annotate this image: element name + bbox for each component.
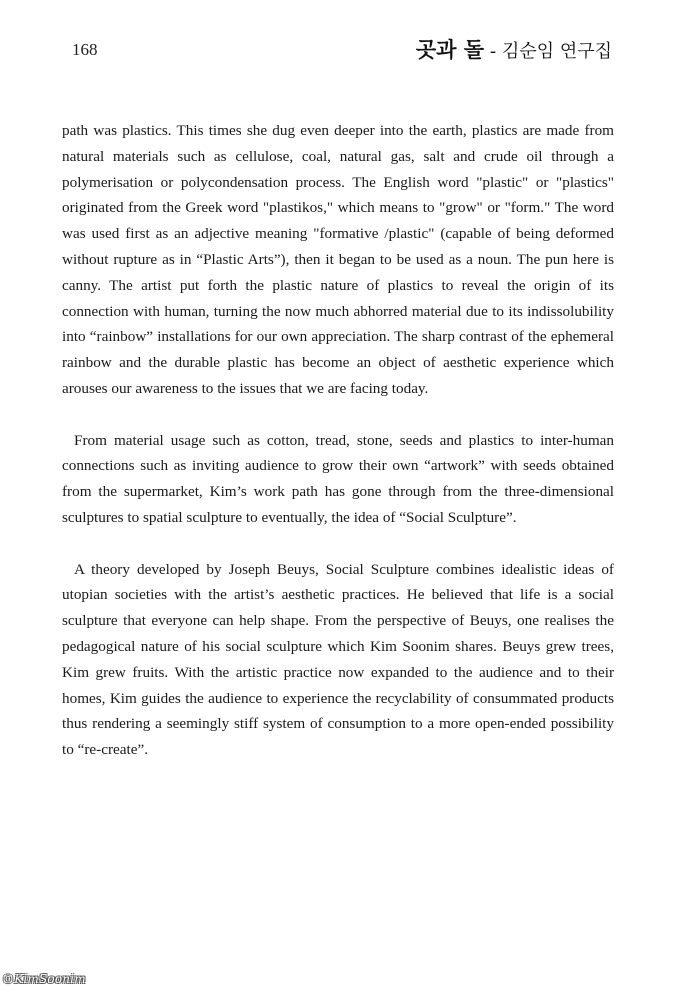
book-title-sub: - 김순임 연구집 (484, 41, 612, 62)
page-number: 168 (72, 40, 98, 59)
copyright-watermark: ©KimSoonim (2, 972, 86, 986)
page-header (0, 30, 694, 70)
book-title (416, 34, 612, 64)
paragraph-plastics: path was plastics. This times she dug even deeper into the earth, plastics are made from natural materials such as cellulose, coal, natural gas, salt and crude oil through a polymerisation or polycondensation process. The English word "plastic" or "plastics" originated from the Greek word "plastikos," which means to "grow" or "form." The word was used first as an adjective meaning "formative /plastic" (capable of being deformed without rupture as in “Plastic Arts”), then it began to be used as a noun. The pun here is canny. The artist put forth the plastic nature of plastics to reveal the origin of its connection with human, turning the now much abhorred material due to its indissolubility into “rainbow” installations for our own appreciation. The sharp contrast of the ephemeral rainbow and the durable plastic has become an object of aesthetic experience which arouses our awareness to the issues that we are facing today. (62, 122, 614, 397)
body-text (62, 118, 614, 789)
paragraph-material-usage: From material usage such as cotton, tread, stone, seeds and plastics to inter-human connections such as inviting audience to grow their own “artwork” with seeds obtained from the supermarket, Kim’s work path has gone through from the three-dimensional sculptures to spatial sculpture to eventually, the idea of “Social Sculpture”. (62, 431, 614, 526)
paragraph-social-sculpture: A theory developed by Joseph Beuys, Social Sculpture combines idealistic ideas of utopian societies with the artist’s aesthetic practices. He believed that life is a social sculpture that everyone can help shape. From the perspective of Beuys, one realises the pedagogical nature of his social sculpture which Kim Soonim shares. Beuys grew trees, Kim grew fruits. With the artistic practice now expanded to the audience and to their homes, Kim guides the audience to experience the recyclability of consummated products thus rendering a seemingly stiff system of consumption to a more open-ended possibility to “re-create”. (62, 560, 614, 759)
book-title-main: 곳과 돌 (415, 38, 484, 62)
